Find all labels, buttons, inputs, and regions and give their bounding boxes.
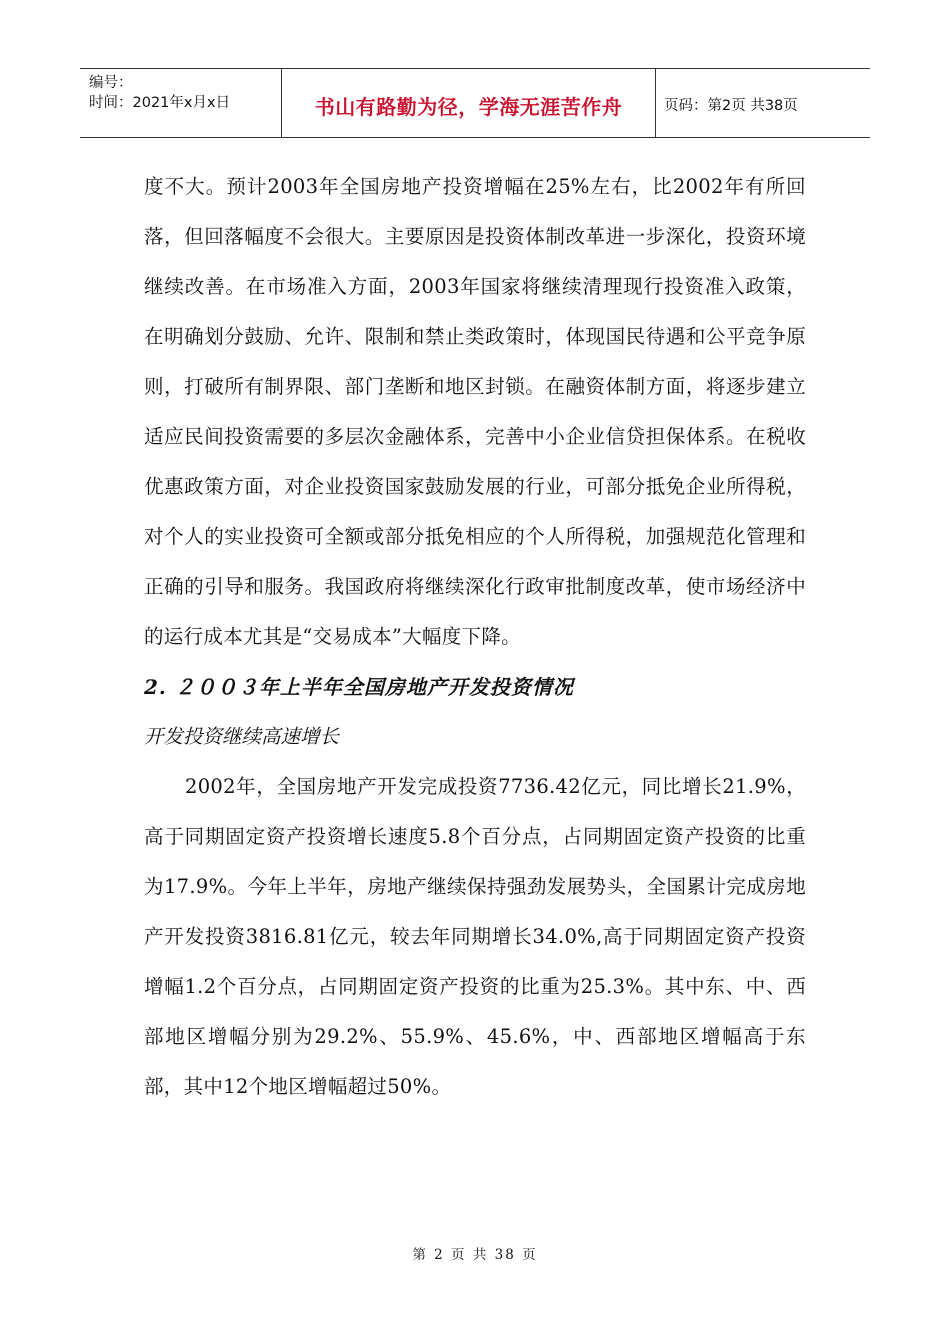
doc-number-label: 编号： <box>89 75 133 91</box>
document-body <box>144 162 806 1112</box>
motto-text: 书山有路勤为径，学海无涯苦作舟 <box>314 94 623 119</box>
time-label: 时间：2021年x月x日 <box>89 95 231 111</box>
body-paragraph-2: 2002年，全国房地产开发完成投资7736.42亿元，同比增长21.9%，高于同期固定资产投资增长速度5.8个百分点，占同期固定资产投资的比重为17.9%。今年上半年，房地产继续保持强劲发展势头，全国累计完成房地产开发投资3816.81亿元，较去年同期增长34.0%,高于同期固定资产投资增幅1.2个百分点，占同期固定资产投资的比重为25.3%。其中东、中、西部地区增幅分别为29.2%、55.9%、45.6%，中、西部地区增幅高于东部，其中12个地区增幅超过50%。 <box>144 775 806 1098</box>
header-page-cell <box>656 69 870 137</box>
page-footer: 第 2 页 共 38 页 <box>412 1247 538 1263</box>
page-count-label: 页码：第2页 共38页 <box>664 97 798 114</box>
section-heading: 2. ２００３年上半年全国房地产开发投资情况 <box>144 675 574 699</box>
subheading: 开发投资继续高速增长 <box>144 725 340 748</box>
body-paragraph-1: 度不大。预计2003年全国房地产投资增幅在25%左右，比2002年有所回落，但回落幅度不会很大。主要原因是投资体制改革进一步深化，投资环境继续改善。在市场准入方面，2003年国家将继续清理现行投资准入政策，在明确划分鼓励、允许、限制和禁止类政策时，体现国民待遇和公平竞争原则，打破所有制界限、部门垄断和地区封锁。在融资体制方面，将逐步建立适应民间投资需要的多层次金融体系，完善中小企业信贷担保体系。在税收优惠政策方面，对企业投资国家鼓励发展的行业，可部分抵免企业所得税，对个人的实业投资可全额或部分抵免相应的个人所得税，加强规范化管理和正确的引导和服务。我国政府将继续深化行政审批制度改革，使市场经济中的运行成本尤其是“交易成本”大幅度下降。 <box>144 175 806 648</box>
header-motto-cell <box>282 69 656 137</box>
page-header <box>80 68 870 138</box>
header-meta-cell <box>80 69 282 137</box>
